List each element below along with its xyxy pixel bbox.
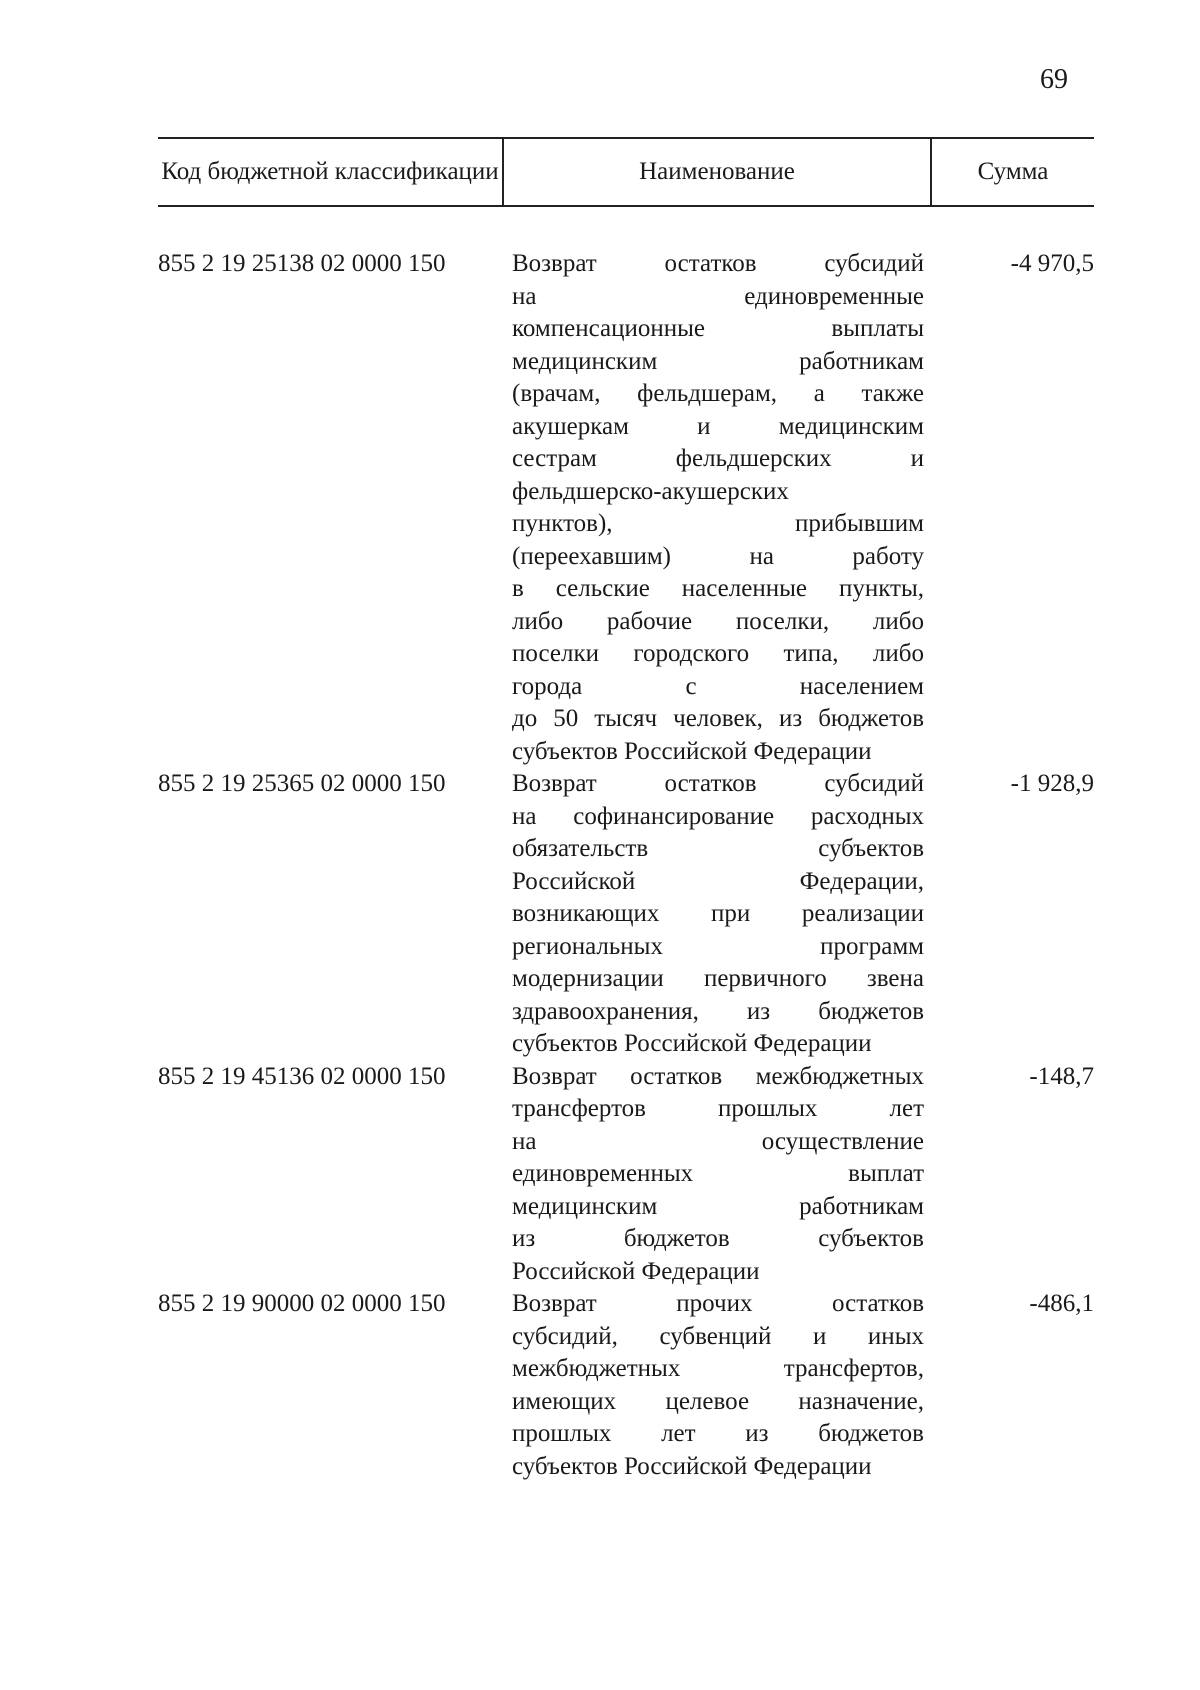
item-name-line: Возврат прочих остатков — [512, 1290, 924, 1317]
item-name — [512, 1061, 924, 1289]
item-name-line: Возврат остатков субсидий — [512, 250, 924, 277]
item-name-line: модернизации первичного звена — [512, 965, 924, 992]
item-name-line: из бюджетов субъектов — [512, 1225, 924, 1252]
item-name-line: в сельские населенные пункты, — [512, 575, 924, 602]
item-name-line: имеющих целевое назначение, — [512, 1387, 924, 1415]
header-sum: Сумма — [977, 158, 1049, 185]
item-name-line: субъектов Российской Федерации — [512, 737, 872, 765]
item-name-line: либо рабочие поселки, либо — [512, 607, 924, 635]
item-name-line: компенсационные выплаты — [512, 315, 924, 342]
item-name — [512, 1288, 924, 1483]
item-name — [512, 768, 924, 1061]
table-body — [158, 248, 1094, 1483]
item-name-line: фельдшерско-акушерских — [512, 477, 789, 505]
item-name-line: на софинансирование расходных — [512, 802, 924, 830]
item-name-line: субъектов Российской Федерации — [512, 1030, 872, 1057]
item-name-line: на осуществление — [512, 1127, 924, 1155]
item-name-line: здравоохранения, из бюджетов — [512, 997, 924, 1025]
item-name-line: Российской Федерации — [512, 1257, 760, 1285]
item-name-line: медицинским работникам — [512, 347, 924, 375]
table-row — [158, 1061, 1094, 1289]
item-sum: -486,1 — [1029, 1290, 1094, 1317]
header-name: Наименование — [504, 139, 932, 205]
item-name-line: единовременных выплат — [512, 1160, 924, 1187]
table-header — [158, 137, 1094, 207]
item-name-line: возникающих при реализации — [512, 900, 924, 927]
header-code: Код бюджетной классификации — [158, 139, 504, 205]
item-name-line: до 50 тысяч человек, из бюджетов — [512, 705, 924, 732]
budget-code: 855 2 19 25365 02 0000 150 — [158, 770, 446, 797]
table-row — [158, 248, 1094, 768]
budget-code: 855 2 19 25138 02 0000 150 — [158, 250, 446, 277]
item-name-line: субъектов Российской Федерации — [512, 1452, 872, 1480]
page-number: 69 — [1040, 64, 1068, 95]
budget-code: 855 2 19 90000 02 0000 150 — [158, 1290, 446, 1317]
item-name-line: обязательств субъектов — [512, 835, 924, 862]
item-name-line: межбюджетных трансфертов, — [512, 1355, 924, 1382]
table-row — [158, 768, 1094, 1061]
item-sum: -4 970,5 — [1010, 250, 1094, 277]
item-name-line: (переехавшим) на работу — [512, 542, 924, 570]
budget-code: 855 2 19 45136 02 0000 150 — [158, 1062, 446, 1090]
item-sum: -148,7 — [1029, 1062, 1094, 1090]
item-sum: -1 928,9 — [1010, 770, 1094, 797]
item-name-line: трансфертов прошлых лет — [512, 1095, 924, 1122]
item-name-line: медицинским работникам — [512, 1192, 924, 1220]
item-name-line: субсидий, субвенций и иных — [512, 1322, 924, 1350]
item-name-line: поселки городского типа, либо — [512, 640, 924, 667]
item-name-line: пунктов), прибывшим — [512, 510, 924, 537]
item-name-line: акушеркам и медицинским — [512, 412, 924, 440]
item-name-line: сестрам фельдшерских и — [512, 445, 924, 472]
item-name-line: города с населением — [512, 672, 924, 700]
table-row — [158, 1288, 1094, 1483]
item-name — [512, 248, 924, 768]
item-name-line: Возврат остатков межбюджетных — [512, 1062, 924, 1090]
item-name-line: (врачам, фельдшерам, а также — [512, 380, 924, 407]
item-name-line: на единовременные — [512, 282, 924, 310]
item-name-line: Российской Федерации, — [512, 867, 924, 895]
item-name-line: региональных программ — [512, 932, 924, 960]
item-name-line: Возврат остатков субсидий — [512, 770, 924, 797]
item-name-line: прошлых лет из бюджетов — [512, 1420, 924, 1447]
